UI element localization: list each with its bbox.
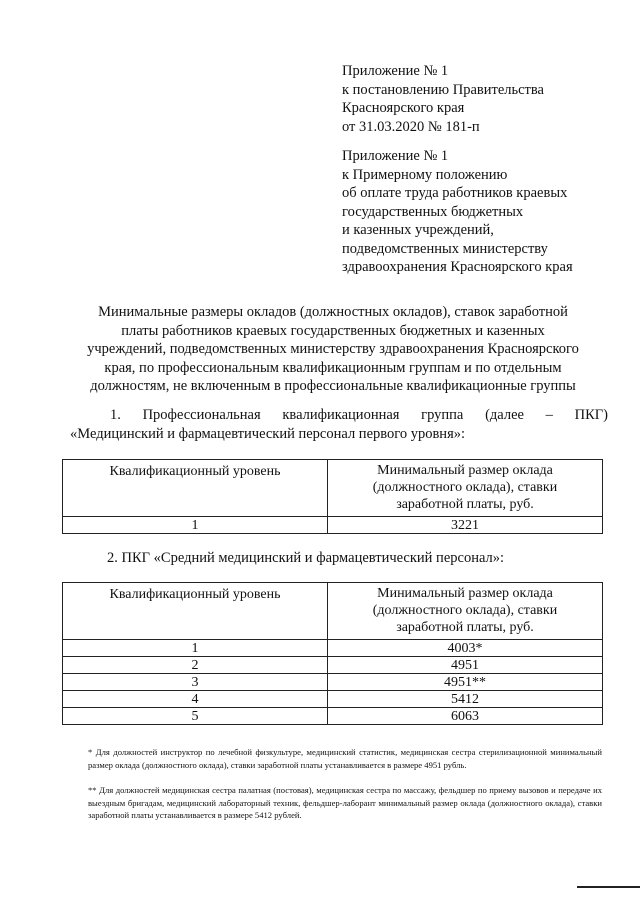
document-title [58, 303, 608, 396]
header-salary-cell [328, 583, 603, 640]
title-line: Минимальные размеры окладов (должностных окладов), ставок заработной [98, 304, 568, 320]
salary-table-2 [62, 582, 603, 725]
appendix-1-line: Приложение № 1 [342, 63, 449, 79]
header-salary-line: (должностного оклада), ставки [372, 480, 558, 495]
level-cell: 1 [63, 640, 328, 657]
bottom-rule [577, 886, 640, 888]
level-cell: 1 [63, 517, 328, 534]
level-cell: 5 [63, 708, 328, 725]
heading-word: ПКГ) [574, 407, 608, 423]
appendix-2-line: Приложение № 1 [342, 148, 449, 164]
table-row [63, 657, 603, 674]
appendix-2-block [342, 147, 573, 277]
level-cell: 4 [63, 691, 328, 708]
heading-word: 1. [110, 407, 121, 423]
salary-cell: 5412 [328, 691, 603, 708]
heading-word: – [545, 407, 553, 423]
appendix-2-line: и казенных учреждений, [342, 222, 494, 238]
title-line: края, по профессиональным квалификационным группам и по отдельным [104, 359, 562, 376]
footnote-2: ** Для должностей медицинская сестра палатная (постовая), медицинская сестра по массажу, фельдшер по приему вызовов и передаче их выездным бригадам, медицинский лабораторный техник, фельдшер-лаборант минимальный размер оклада (должностного оклада), ставки заработной платы устанавливается в размере 5412 рублей. [88, 785, 602, 820]
appendix-2-line: подведомственных министерству [342, 240, 548, 257]
level-cell: 3 [63, 674, 328, 691]
table-row [63, 708, 603, 725]
salary-cell: 4951 [328, 657, 603, 674]
header-salary-line: Минимальный размер оклада [377, 463, 553, 478]
section-1-heading-line-2: «Медицинский и фармацевтический персонал первого уровня»: [70, 426, 466, 442]
appendix-2-line: государственных бюджетных [342, 203, 524, 220]
salary-cell: 4951** [328, 674, 603, 691]
section-1-heading [70, 406, 608, 444]
table-row [63, 640, 603, 657]
heading-word: квалификационная [282, 407, 400, 423]
header-level-cell: Квалификационный уровень [63, 460, 328, 517]
salary-table-1 [62, 459, 603, 534]
salary-cell: 6063 [328, 708, 603, 725]
appendix-1-line: Красноярского края [342, 100, 465, 116]
title-line: должностям, не включенным в профессиональные квалификационные группы [90, 378, 576, 394]
heading-word: группа [421, 407, 464, 423]
section-1-heading-line-1 [70, 406, 608, 425]
heading-word: Профессиональная [142, 407, 261, 423]
heading-word: (далее [485, 407, 524, 423]
title-line: платы работников краевых государственных бюджетных и казенных [121, 322, 545, 339]
salary-cell: 3221 [328, 517, 603, 534]
title-line: учреждений, подведомственных министерству здравоохранения Красноярского [87, 341, 579, 357]
appendix-2-line: к Примерному положению [342, 166, 508, 183]
header-salary-line: Минимальный размер оклада [377, 586, 553, 601]
header-level-cell: Квалификационный уровень [63, 583, 328, 640]
section-2-heading: 2. ПКГ «Средний медицинский и фармацевтический персонал»: [107, 550, 505, 566]
appendix-1-line: от 31.03.2020 № 181-п [342, 118, 480, 135]
header-salary-line: заработной платы, руб. [396, 497, 534, 512]
level-cell: 2 [63, 657, 328, 674]
table-row [63, 674, 603, 691]
footnote-1: * Для должностей инструктор по лечебной физкультуре, медицинский статистик, медицинская сестра стерилизационной минимальный размер оклада (должностного оклада), ставки заработной платы устанавливается в размере 4951 рубль. [88, 747, 602, 770]
appendix-1-line: к постановлению Правительства [342, 81, 544, 98]
table-row [63, 517, 603, 534]
salary-cell: 4003* [328, 640, 603, 657]
appendix-2-line: здравоохранения Красноярского края [342, 259, 573, 275]
header-salary-cell [328, 460, 603, 517]
appendix-2-line: об оплате труда работников краевых [342, 185, 568, 201]
table-header-row [63, 460, 603, 517]
appendix-1-block [342, 62, 544, 136]
table-header-row [63, 583, 603, 640]
header-salary-line: (должностного оклада), ставки [372, 603, 558, 618]
table-row [63, 691, 603, 708]
header-salary-line: заработной платы, руб. [396, 620, 534, 635]
